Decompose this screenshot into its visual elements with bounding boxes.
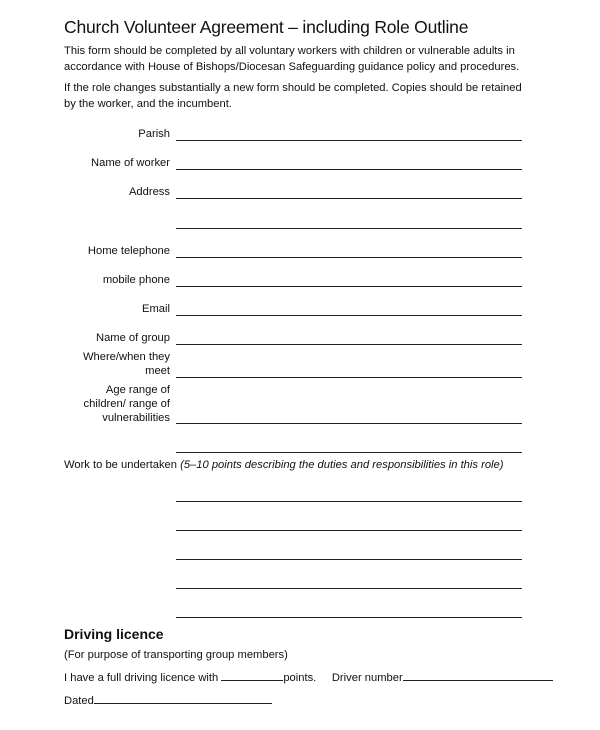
work-field-line-2[interactable] — [176, 530, 522, 531]
address-label: Address — [128, 186, 170, 198]
where-when-label — [83, 350, 170, 378]
email-label: Email — [142, 303, 170, 315]
home-telephone-label: Home telephone — [87, 245, 170, 257]
age-range-label-line-2: children/ range of — [83, 398, 170, 410]
address-field-line-2[interactable] — [176, 228, 522, 229]
licence-prefix: I have a full driving licence with — [64, 672, 219, 684]
name-of-worker-label: Name of worker — [91, 157, 170, 169]
age-range-label-line-1: Age range of — [105, 384, 170, 396]
dated-field[interactable] — [94, 693, 272, 704]
licence-suffix: points. — [283, 672, 317, 684]
name-of-worker-field[interactable] — [176, 169, 522, 170]
driver-number-field[interactable] — [403, 670, 553, 681]
email-field[interactable] — [176, 315, 522, 316]
name-of-group-label: Name of group — [95, 332, 170, 344]
work-field-line-3[interactable] — [176, 559, 522, 560]
mobile-phone-field[interactable] — [176, 286, 522, 287]
work-field-line-5[interactable] — [176, 617, 522, 618]
page-title: Church Volunteer Agreement – including Role Outline — [64, 17, 469, 37]
parish-field[interactable] — [176, 140, 522, 141]
parish-label: Parish — [138, 128, 170, 140]
work-hint: (5–10 points describing the duties and responsibilities in this role) — [180, 459, 504, 471]
work-label-text: Work to be undertaken — [64, 459, 177, 471]
driving-purpose-note: (For purpose of transporting group members) — [64, 649, 288, 661]
where-when-label-line-1: Where/when they — [82, 351, 170, 363]
work-field-line-4[interactable] — [176, 588, 522, 589]
age-range-field-line-2[interactable] — [176, 452, 522, 453]
licence-row — [64, 670, 553, 684]
driving-licence-heading: Driving licence — [64, 626, 164, 642]
dated-row — [64, 693, 272, 707]
where-when-label-line-2: meet — [145, 365, 170, 377]
dated-label: Dated — [64, 695, 94, 707]
intro-paragraph: This form should be completed by all voluntary workers with children or vulnerable adults in accordance with House of Bishops/Diocesan Safeguarding guidance policy and procedures. — [64, 45, 520, 73]
address-field-line-1[interactable] — [176, 198, 522, 199]
work-field-line-1[interactable] — [176, 501, 522, 502]
licence-points-field[interactable] — [221, 670, 283, 681]
change-note-paragraph: If the role changes substantially a new form should be completed. Copies should be retained by the worker, and the incumbent. — [64, 82, 522, 110]
age-range-label — [84, 383, 170, 425]
work-label — [64, 459, 503, 471]
age-range-label-line-3: vulnerabilities — [102, 412, 170, 424]
age-range-field-line-1[interactable] — [176, 423, 522, 424]
where-when-field[interactable] — [176, 377, 522, 378]
driver-number-label: Driver number — [331, 672, 403, 684]
mobile-phone-label: mobile phone — [102, 274, 170, 286]
name-of-group-field[interactable] — [176, 344, 522, 345]
home-telephone-field[interactable] — [176, 257, 522, 258]
